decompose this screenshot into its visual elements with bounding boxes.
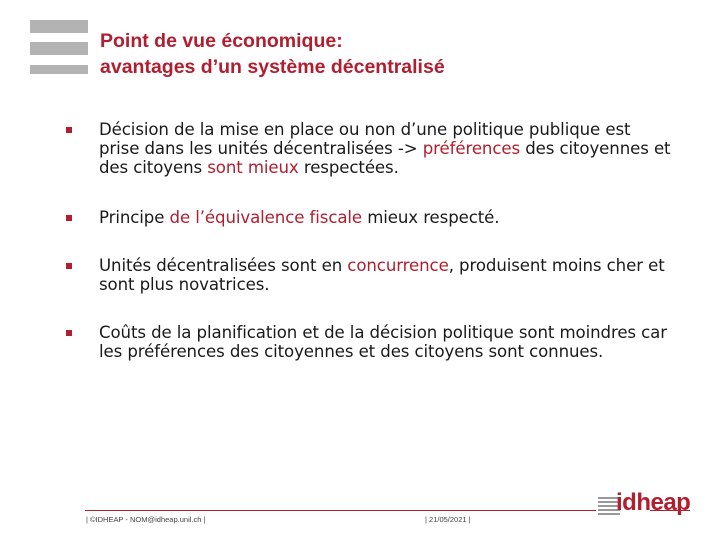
slide-title-line2: avantages d’un système décentralisé (100, 56, 445, 78)
bullet-text: respectées. (298, 158, 399, 177)
bullet-marker-icon (66, 330, 72, 336)
slide-title (100, 28, 700, 80)
logo-wordmark: idheap (616, 489, 691, 516)
bullet-text: Principe (99, 208, 170, 227)
bullet-item (62, 323, 672, 361)
bullet-item (62, 120, 672, 177)
decorative-bar (30, 65, 88, 74)
bullet-marker-icon (66, 215, 72, 221)
bullet-text: Décision de la mise en place ou non d’une politique publique est prise dans les unités décentralisées -> (99, 120, 631, 158)
footer-contact: | ©IDHEAP - NOM@idheap.unil.ch | (86, 515, 206, 524)
idheap-logo (598, 489, 691, 518)
slide-title-line1: Point de vue économique: (100, 30, 343, 52)
bullet-item (62, 208, 672, 227)
decorative-bar (30, 20, 88, 33)
bullet-marker-icon (66, 127, 72, 133)
bullet-highlight: préférences (422, 139, 521, 158)
bullet-text: , produisent moins cher et sont plus novatrices. (99, 256, 665, 294)
footer-divider (240, 510, 596, 511)
bullet-text: Coûts de la planification et de la décision politique sont moindres car les préférences des citoyennes et des citoyens sont connues. (99, 323, 667, 361)
bullet-text: des citoyennes et des citoyens (99, 139, 671, 177)
bullet-list (62, 120, 672, 361)
bullet-item (62, 256, 672, 294)
bullet-text: mieux respecté. (362, 208, 500, 227)
bullet-text: Unités décentralisées sont en (99, 256, 348, 275)
bullet-highlight: sont mieux (207, 158, 299, 177)
bullet-marker-icon (66, 263, 72, 269)
bullet-highlight: concurrence (347, 256, 449, 275)
footer-date: | 21/05/2021 | (425, 515, 471, 524)
footer-divider (85, 510, 240, 511)
decorative-bar (30, 42, 88, 55)
bullet-highlight: de l’équivalence fiscale (169, 208, 363, 227)
